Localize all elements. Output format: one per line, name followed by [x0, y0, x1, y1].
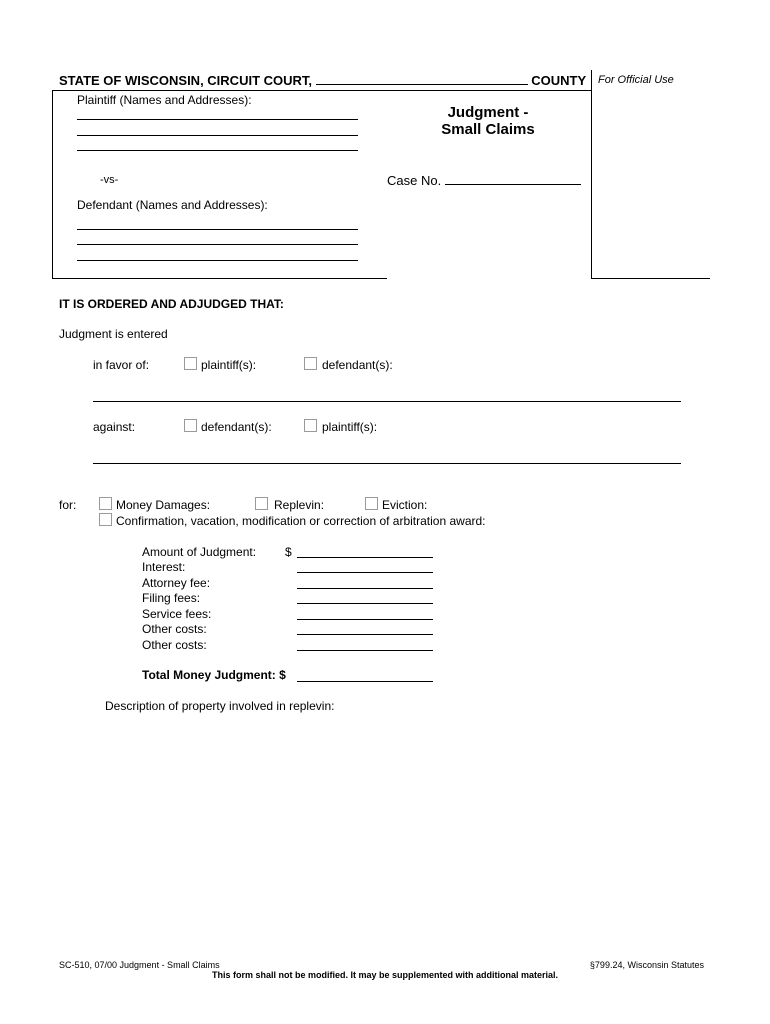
interest-label: Interest:	[142, 560, 186, 574]
plaintiff-line-3[interactable]	[77, 150, 358, 151]
favor-defendant-label: defendant(s):	[322, 358, 393, 372]
plaintiff-line-1[interactable]	[77, 119, 358, 120]
favor-defendant-checkbox[interactable]	[304, 357, 317, 370]
favor-name-line[interactable]	[93, 401, 681, 402]
amount-of-judgment-field[interactable]	[297, 557, 433, 558]
against-name-line[interactable]	[93, 463, 681, 464]
plaintiff-label: Plaintiff (Names and Addresses):	[77, 93, 252, 107]
filing-fees-field[interactable]	[297, 603, 433, 604]
official-use-divider	[591, 70, 592, 278]
case-number-field[interactable]	[445, 172, 581, 185]
arbitration-label: Confirmation, vacation, modification or correction of arbitration award:	[116, 514, 486, 528]
defendant-line-1[interactable]	[77, 229, 358, 230]
defendant-line-2[interactable]	[77, 244, 358, 245]
other-costs-field-1[interactable]	[297, 634, 433, 635]
plaintiff-line-2[interactable]	[77, 135, 358, 136]
order-heading: IT IS ORDERED AND ADJUDGED THAT:	[59, 297, 284, 311]
statute-reference: §799.24, Wisconsin Statutes	[589, 960, 704, 970]
money-damages-checkbox[interactable]	[99, 497, 112, 510]
court-heading: STATE OF WISCONSIN, CIRCUIT COURT, COUNTY	[59, 73, 587, 88]
total-money-judgment-field[interactable]	[297, 681, 433, 682]
defendant-label: Defendant (Names and Addresses):	[77, 198, 268, 212]
other-costs-field-2[interactable]	[297, 650, 433, 651]
amount-of-judgment-label: Amount of Judgment:	[142, 545, 257, 559]
eviction-checkbox[interactable]	[365, 497, 378, 510]
favor-plaintiff-label: plaintiff(s):	[201, 358, 257, 372]
modification-notice: This form shall not be modified. It may be supplemented with additional material.	[211, 970, 559, 980]
replevin-checkbox[interactable]	[255, 497, 268, 510]
against-defendant-label: defendant(s):	[201, 420, 272, 434]
for-label: for:	[59, 498, 77, 512]
replevin-label: Replevin:	[274, 498, 325, 512]
favor-plaintiff-checkbox[interactable]	[184, 357, 197, 370]
caption-top-rule	[52, 90, 591, 91]
in-favor-of-label: in favor of:	[93, 358, 150, 372]
total-money-judgment-label: Total Money Judgment: $	[142, 668, 286, 682]
money-damages-label: Money Damages:	[116, 498, 211, 512]
against-defendant-checkbox[interactable]	[184, 419, 197, 432]
caption-left-rule	[52, 90, 53, 278]
form-id: SC-510, 07/00 Judgment - Small Claims	[59, 960, 220, 970]
eviction-label: Eviction:	[382, 498, 428, 512]
form-title: Judgment - Small Claims	[441, 104, 535, 138]
replevin-description-label: Description of property involved in replevin:	[105, 699, 335, 713]
case-number: Case No.	[387, 172, 581, 188]
official-use-label: For Official Use	[598, 74, 674, 86]
caption-bottom-rule	[52, 278, 387, 279]
defendant-line-3[interactable]	[77, 260, 358, 261]
interest-field[interactable]	[297, 572, 433, 573]
county-name-field[interactable]	[316, 72, 528, 85]
filing-fees-label: Filing fees:	[142, 591, 201, 605]
service-fees-label: Service fees:	[142, 607, 212, 621]
service-fees-field[interactable]	[297, 619, 433, 620]
arbitration-checkbox[interactable]	[99, 513, 112, 526]
versus-label: -vs-	[100, 174, 119, 186]
other-costs-label-1: Other costs:	[142, 622, 207, 636]
dollar-sign: $	[285, 545, 292, 559]
against-plaintiff-checkbox[interactable]	[304, 419, 317, 432]
against-label: against:	[93, 420, 136, 434]
judgment-entered-label: Judgment is entered	[59, 327, 168, 341]
attorney-fee-field[interactable]	[297, 588, 433, 589]
other-costs-label-2: Other costs:	[142, 638, 207, 652]
official-use-bottom-rule	[591, 278, 710, 279]
against-plaintiff-label: plaintiff(s):	[322, 420, 378, 434]
attorney-fee-label: Attorney fee:	[142, 576, 211, 590]
